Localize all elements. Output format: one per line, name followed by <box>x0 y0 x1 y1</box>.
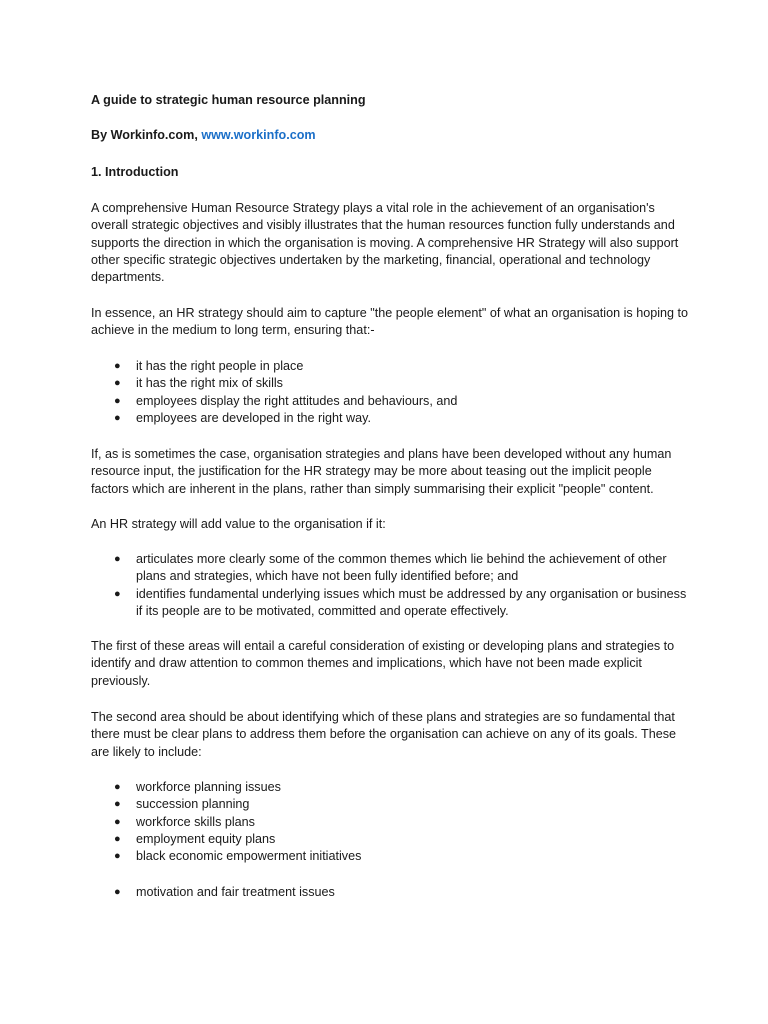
bullet-icon: ● <box>114 587 121 600</box>
bullet-icon: ● <box>114 377 121 390</box>
bullet-icon: ● <box>114 394 121 407</box>
paragraph-5: The first of these areas will entail a careful consideration of existing or developing plans and strategies to identify and draw attention to common themes and implications, which have not been made explicit previously. <box>91 639 675 688</box>
list-item: ● succession planning <box>91 796 691 813</box>
section-heading: 1. Introduction <box>91 165 179 179</box>
bullet-icon: ● <box>114 850 121 863</box>
paragraph-1: A comprehensive Human Resource Strategy plays a vital role in the achievement of an organisation's overall strategic objectives and visibly illustrates that the human resources function fully understands and supports the direction in which the organisation is moving. A comprehensive HR Strategy will also support other specific strategic objectives undertaken by the marketing, financial, operational and technology departments. <box>91 201 679 285</box>
list-item: ● it has the right people in place <box>91 358 691 375</box>
bullet-list-4 <box>91 884 691 901</box>
bullet-icon: ● <box>114 411 121 424</box>
bullet-icon: ● <box>114 886 121 898</box>
byline <box>91 127 691 144</box>
bullet-list-1 <box>91 358 691 427</box>
byline-prefix: By Workinfo.com, <box>91 128 202 142</box>
bullet-list-2 <box>91 551 691 620</box>
document-title: A guide to strategic human resource planning <box>91 93 366 107</box>
paragraph-3: If, as is sometimes the case, organisation strategies and plans have been developed without any human resource input, the justification for the HR strategy may be more about teasing out the implicit people factors which are inherent in the plans, rather than simply summarising their explicit "people" content. <box>91 447 672 496</box>
list-item: ● employees are developed in the right way. <box>91 410 691 427</box>
website-link[interactable]: www.workinfo.com <box>201 128 316 142</box>
list-item: ● motivation and fair treatment issues <box>91 884 691 901</box>
list-item: ● it has the right mix of skills <box>91 375 691 392</box>
bullet-icon: ● <box>114 832 121 845</box>
list-item: ● workforce planning issues <box>91 779 691 796</box>
bullet-icon: ● <box>114 798 121 811</box>
list-item: ● employment equity plans <box>91 831 691 848</box>
paragraph-6: The second area should be about identifying which of these plans and strategies are so fundamental that there must be clear plans to address them before the organisation can achieve on any of its goals. These are likely to include: <box>91 710 677 759</box>
bullet-icon: ● <box>114 781 121 793</box>
paragraph-2: In essence, an HR strategy should aim to capture "the people element" of what an organisation is hoping to achieve in the medium to long term, ensuring that:- <box>91 306 689 338</box>
bullet-icon: ● <box>114 553 121 565</box>
paragraph-4: An HR strategy will add value to the organisation if it: <box>91 517 386 531</box>
bullet-icon: ● <box>114 815 121 828</box>
list-item: ● employees display the right attitudes and behaviours, and <box>91 393 691 410</box>
list-item: ● workforce skills plans <box>91 814 691 831</box>
bullet-icon: ● <box>114 360 121 372</box>
list-item: ● black economic empowerment initiatives <box>91 848 691 865</box>
bullet-list-3 <box>91 779 691 865</box>
list-item: ● identifies fundamental underlying issues which must be addressed by any organisation or business if its people are to be motivated, committed and operate effectively. <box>114 586 687 618</box>
list-item: ● articulates more clearly some of the common themes which lie behind the achievement of other plans and strategies, which have not been fully identified before; and <box>114 552 667 584</box>
